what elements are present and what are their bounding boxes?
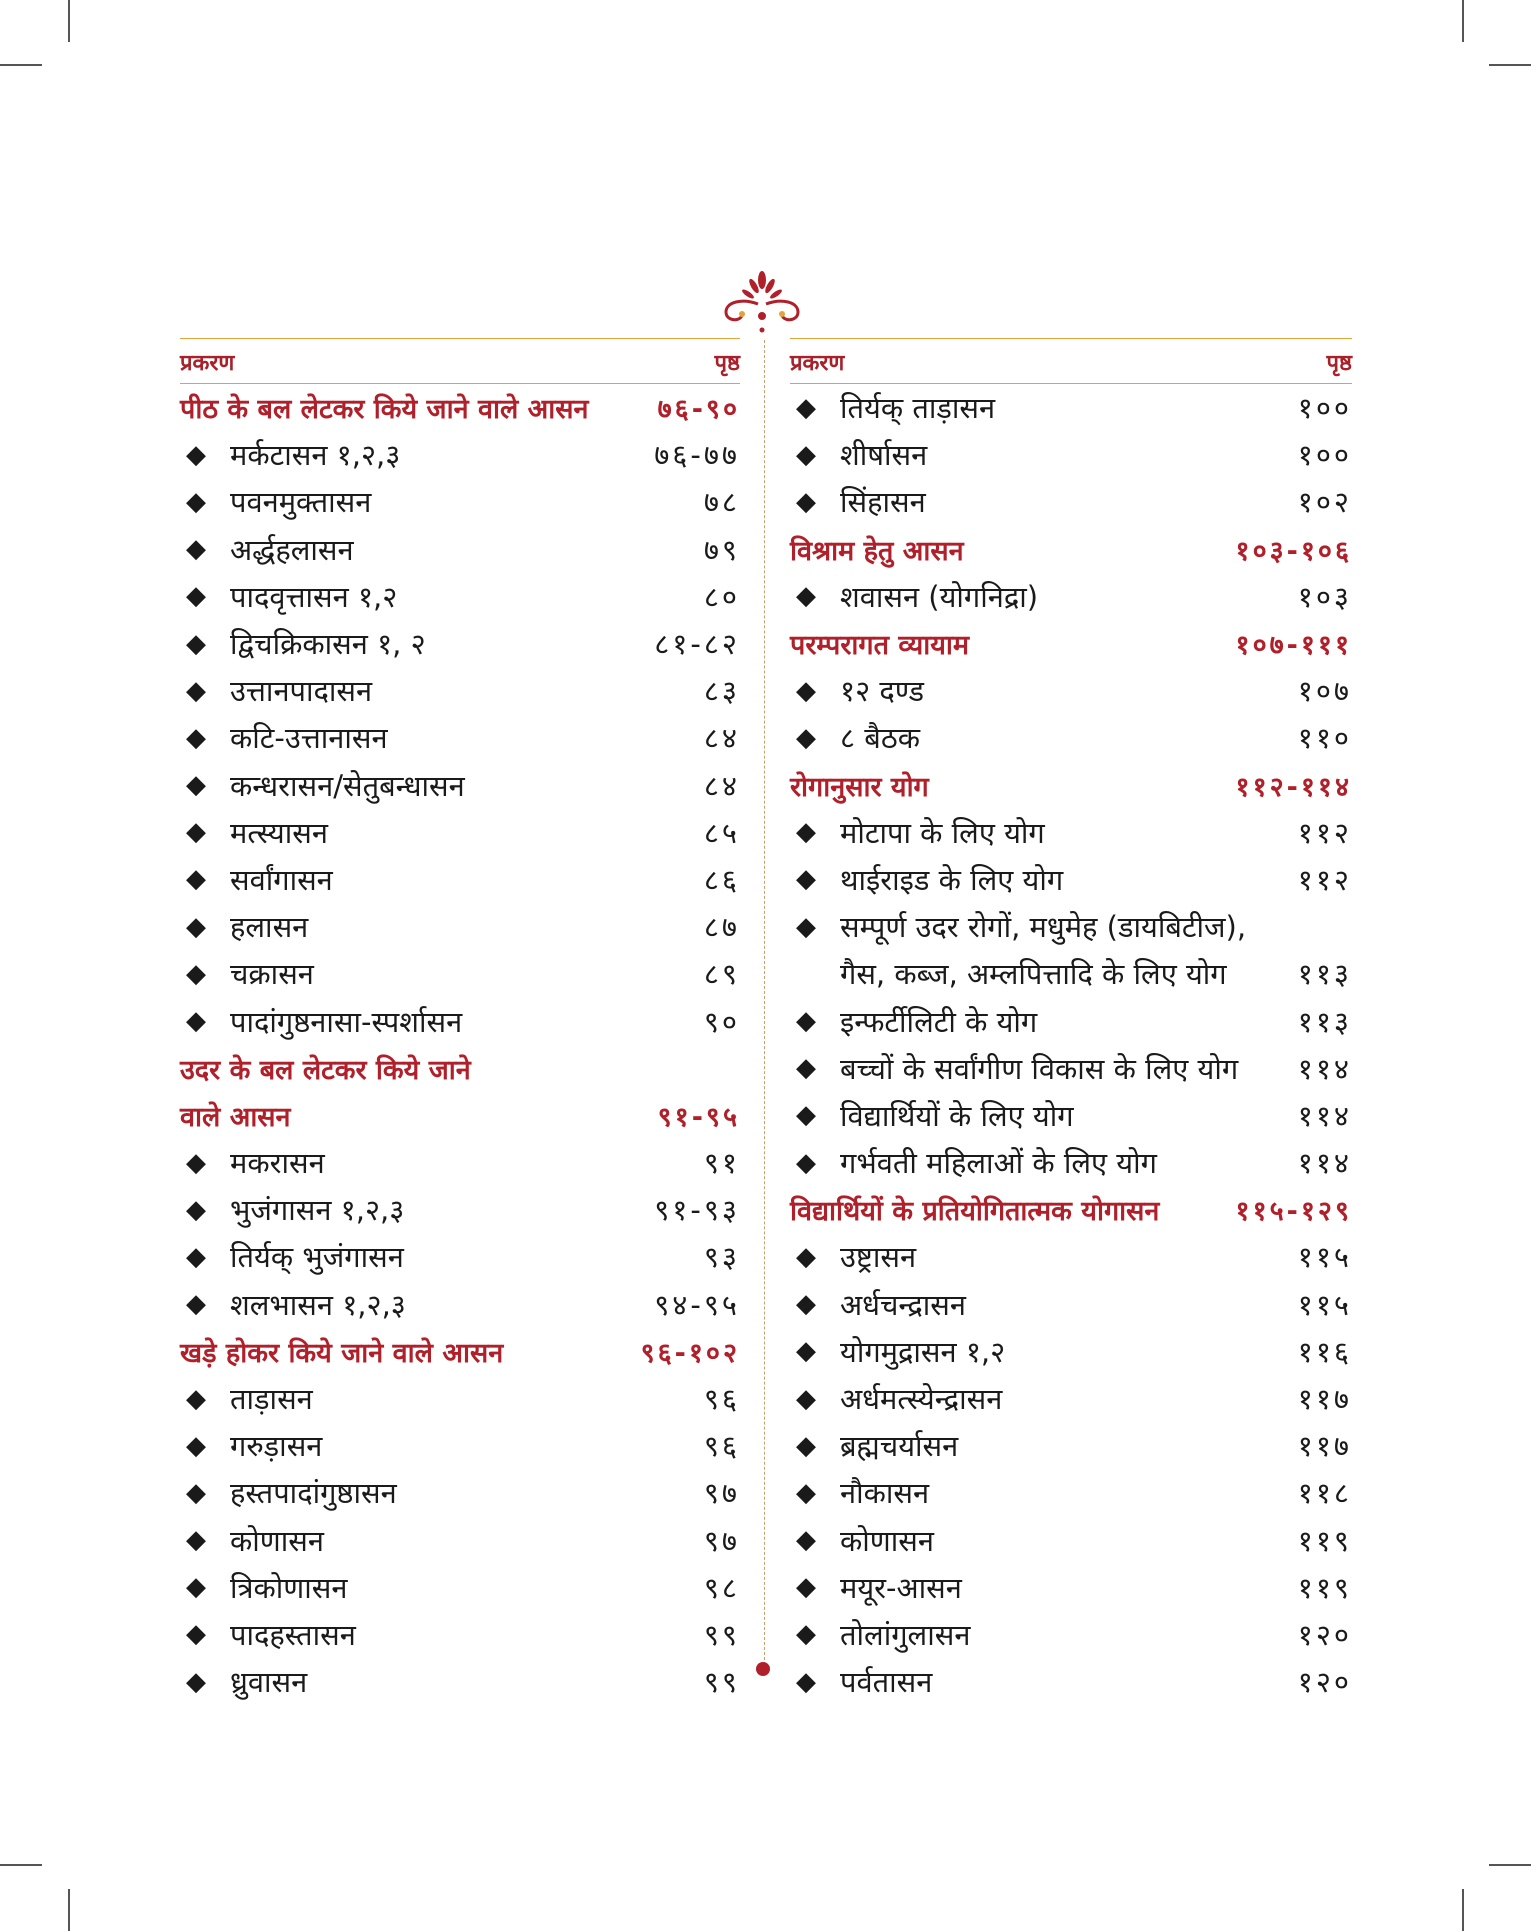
toc-entry-title: उत्तानपादासन bbox=[230, 674, 373, 709]
diamond-bullet-icon: ◆ bbox=[796, 1383, 816, 1414]
toc-entry-title: विद्यार्थियों के लिए योग bbox=[840, 1098, 1074, 1133]
diamond-bullet-icon: ◆ bbox=[186, 911, 206, 942]
toc-entry-page: १०२ bbox=[1297, 485, 1352, 520]
toc-section-heading bbox=[180, 1045, 740, 1092]
toc-entry bbox=[180, 620, 740, 667]
crop-mark bbox=[68, 0, 70, 42]
toc-entry bbox=[180, 1469, 740, 1516]
toc-entry-title: चक्रासन bbox=[230, 957, 314, 992]
toc-entry bbox=[180, 903, 740, 950]
toc-entry-page: ८१-८२ bbox=[654, 627, 740, 662]
crop-mark bbox=[1489, 64, 1531, 66]
toc-section-heading bbox=[180, 384, 740, 431]
toc-entry-title: सिंहासन bbox=[840, 485, 926, 520]
toc-entry-page: ११२-११४ bbox=[1235, 771, 1352, 803]
toc-entry-title: नौकासन bbox=[840, 1476, 930, 1511]
toc-entry-title: योगमुद्रासन १,२ bbox=[840, 1334, 1006, 1369]
toc-entry-page: ९७ bbox=[703, 1476, 740, 1511]
toc-entry-title: १२ दण्ड bbox=[840, 674, 925, 709]
toc-entry-title: हलासन bbox=[230, 910, 309, 945]
toc-entry-title: ताड़ासन bbox=[230, 1382, 313, 1417]
toc-entry-title: मर्कटासन १,२,३ bbox=[230, 438, 401, 473]
toc-entry-page: ११२ bbox=[1297, 815, 1352, 850]
crop-mark bbox=[1489, 1864, 1531, 1866]
toc-right-column bbox=[790, 338, 1352, 1705]
toc-entry-page: ९० bbox=[703, 1004, 740, 1039]
toc-entry-title: पादवृत्तासन १,२ bbox=[230, 579, 398, 614]
toc-entry-title: कटि-उत्तानासन bbox=[230, 721, 388, 756]
diamond-bullet-icon: ◆ bbox=[796, 1666, 816, 1697]
toc-entry-title: शलभासन १,२,३ bbox=[230, 1287, 406, 1322]
toc-entry-title: पीठ के बल लेटकर किये जाने वाले आसन bbox=[180, 394, 589, 426]
toc-entry-title: सर्वांगासन bbox=[230, 862, 333, 897]
toc-entry bbox=[790, 950, 1352, 997]
toc-entry-page: ८५ bbox=[703, 815, 740, 850]
toc-entry-title: गैस, कब्ज, अम्लपित्तादि के लिए योग bbox=[840, 957, 1227, 992]
toc-entry bbox=[790, 1517, 1352, 1564]
toc-entry bbox=[790, 1328, 1352, 1375]
toc-entry bbox=[790, 1375, 1352, 1422]
diamond-bullet-icon: ◆ bbox=[186, 628, 206, 659]
toc-entry bbox=[790, 667, 1352, 714]
diamond-bullet-icon: ◆ bbox=[796, 1572, 816, 1603]
toc-entry-title: कोणासन bbox=[840, 1523, 934, 1558]
diamond-bullet-icon: ◆ bbox=[186, 1383, 206, 1414]
diamond-bullet-icon: ◆ bbox=[186, 439, 206, 470]
toc-section-heading bbox=[790, 762, 1352, 809]
toc-entry-page: ९१-९३ bbox=[654, 1193, 740, 1228]
toc-entry bbox=[790, 903, 1352, 950]
toc-entry-page: १०० bbox=[1297, 391, 1352, 426]
toc-entry bbox=[790, 856, 1352, 903]
crop-mark bbox=[1462, 0, 1464, 42]
diamond-bullet-icon: ◆ bbox=[796, 722, 816, 753]
diamond-bullet-icon: ◆ bbox=[186, 770, 206, 801]
diamond-bullet-icon: ◆ bbox=[796, 486, 816, 517]
toc-entry-title: गरुड़ासन bbox=[230, 1429, 323, 1464]
diamond-bullet-icon: ◆ bbox=[796, 1477, 816, 1508]
toc-entry-title: ८ बैठक bbox=[840, 721, 920, 756]
diamond-bullet-icon: ◆ bbox=[796, 1525, 816, 1556]
toc-entry bbox=[790, 1281, 1352, 1328]
diamond-bullet-icon: ◆ bbox=[796, 1147, 816, 1178]
diamond-bullet-icon: ◆ bbox=[796, 392, 816, 423]
toc-entry-page: ११५ bbox=[1297, 1287, 1352, 1322]
toc-entry-page: ११२ bbox=[1297, 862, 1352, 897]
toc-entry-title: त्रिकोणासन bbox=[230, 1570, 348, 1605]
diamond-bullet-icon: ◆ bbox=[186, 1430, 206, 1461]
divider-dot-icon bbox=[756, 1662, 770, 1676]
crop-mark bbox=[1462, 1889, 1464, 1931]
diamond-bullet-icon: ◆ bbox=[796, 1053, 816, 1084]
chapter-column-label: प्रकरण bbox=[180, 351, 235, 376]
toc-entry-page: १०७ bbox=[1297, 674, 1352, 709]
toc-entry bbox=[790, 714, 1352, 761]
toc-entry-page: ८७ bbox=[703, 910, 740, 945]
toc-entry-page: ९६-१०२ bbox=[640, 1337, 740, 1369]
toc-entry bbox=[790, 1139, 1352, 1186]
diamond-bullet-icon: ◆ bbox=[186, 864, 206, 895]
toc-entry-title: तिर्यक् ताड़ासन bbox=[840, 391, 996, 426]
toc-entry-title: विद्यार्थियों के प्रतियोगितात्मक योगासन bbox=[790, 1196, 1160, 1228]
toc-entry-page: ८० bbox=[703, 579, 740, 614]
toc-entry bbox=[790, 573, 1352, 620]
toc-entry-page: ९६ bbox=[703, 1429, 740, 1464]
toc-entry-page: ९६ bbox=[703, 1382, 740, 1417]
toc-entry-page: ११४ bbox=[1297, 1146, 1352, 1181]
crop-mark bbox=[0, 64, 42, 66]
toc-entry-title: शीर्षासन bbox=[840, 438, 928, 473]
toc-entry bbox=[790, 1092, 1352, 1139]
toc-entry-page: ११४ bbox=[1297, 1098, 1352, 1133]
toc-entry-title: कोणासन bbox=[230, 1523, 324, 1558]
toc-entry bbox=[180, 526, 740, 573]
toc-entry-title: अर्धमत्स्येन्द्रासन bbox=[840, 1382, 1003, 1417]
diamond-bullet-icon: ◆ bbox=[796, 911, 816, 942]
toc-entry-title: हस्तपादांगुष्ठासन bbox=[230, 1476, 397, 1511]
diamond-bullet-icon: ◆ bbox=[186, 958, 206, 989]
toc-entry-page: ९८ bbox=[703, 1570, 740, 1605]
toc-entry-page: ९१ bbox=[703, 1146, 740, 1181]
diamond-bullet-icon: ◆ bbox=[186, 722, 206, 753]
diamond-bullet-icon: ◆ bbox=[186, 1477, 206, 1508]
toc-entry-title: पादांगुष्ठनासा-स्पर्शासन bbox=[230, 1004, 463, 1039]
diamond-bullet-icon: ◆ bbox=[186, 486, 206, 517]
diamond-bullet-icon: ◆ bbox=[796, 864, 816, 895]
toc-entry-page: ८६ bbox=[703, 862, 740, 897]
diamond-bullet-icon: ◆ bbox=[796, 1430, 816, 1461]
toc-entry-page: ७६-९० bbox=[657, 394, 740, 426]
toc-entry-title: मयूर-आसन bbox=[840, 1570, 962, 1605]
diamond-bullet-icon: ◆ bbox=[186, 1289, 206, 1320]
diamond-bullet-icon: ◆ bbox=[186, 1241, 206, 1272]
toc-entry-title: उष्ट्रासन bbox=[840, 1240, 917, 1275]
page-column-label: पृष्ठ bbox=[1326, 351, 1352, 376]
toc-entry-title: खड़े होकर किये जाने वाले आसन bbox=[180, 1337, 504, 1369]
toc-entry-title: पवनमुक्तासन bbox=[230, 485, 372, 520]
toc-section-heading bbox=[180, 1092, 740, 1139]
toc-entry-title: रोगानुसार योग bbox=[790, 771, 929, 803]
chapter-column-label: प्रकरण bbox=[790, 351, 845, 376]
toc-header bbox=[790, 339, 1352, 384]
toc-left-list bbox=[180, 384, 740, 1705]
toc-entry-page: ११३ bbox=[1297, 957, 1352, 992]
diamond-bullet-icon: ◆ bbox=[186, 1666, 206, 1697]
floral-ornament-icon bbox=[712, 268, 812, 338]
diamond-bullet-icon: ◆ bbox=[796, 1241, 816, 1272]
toc-entry bbox=[180, 997, 740, 1044]
page-column-label: पृष्ठ bbox=[714, 351, 740, 376]
toc-entry-page: ९९ bbox=[703, 1617, 740, 1652]
toc-entry-page: ८४ bbox=[703, 768, 740, 803]
toc-entry-title: कन्धरासन/सेतुबन्धासन bbox=[230, 768, 465, 803]
toc-entry-page: ९७ bbox=[703, 1523, 740, 1558]
diamond-bullet-icon: ◆ bbox=[186, 1147, 206, 1178]
diamond-bullet-icon: ◆ bbox=[796, 1100, 816, 1131]
toc-entry-title: मोटापा के लिए योग bbox=[840, 815, 1045, 850]
toc-entry-page: ८९ bbox=[703, 957, 740, 992]
toc-entry-title: पर्वतासन bbox=[840, 1665, 933, 1700]
toc-right-list bbox=[790, 384, 1352, 1705]
toc-entry-page: ११९ bbox=[1297, 1570, 1352, 1605]
toc-entry-page: ११७ bbox=[1297, 1382, 1352, 1417]
toc-entry bbox=[180, 478, 740, 525]
toc-entry-page: ८३ bbox=[703, 674, 740, 709]
crop-mark bbox=[68, 1889, 70, 1931]
toc-entry bbox=[180, 856, 740, 903]
toc-entry bbox=[180, 573, 740, 620]
toc-entry bbox=[180, 1422, 740, 1469]
toc-entry-page: ११८ bbox=[1297, 1476, 1352, 1511]
toc-section-heading bbox=[790, 1186, 1352, 1233]
toc-entry-title: उदर के बल लेटकर किये जाने bbox=[180, 1054, 471, 1086]
toc-entry-page: ११३ bbox=[1297, 1004, 1352, 1039]
toc-entry bbox=[790, 1233, 1352, 1280]
diamond-bullet-icon: ◆ bbox=[186, 534, 206, 565]
diamond-bullet-icon: ◆ bbox=[796, 1336, 816, 1367]
toc-entry-title: अर्द्धहलासन bbox=[230, 532, 354, 567]
diamond-bullet-icon: ◆ bbox=[186, 581, 206, 612]
toc-header bbox=[180, 339, 740, 384]
diamond-bullet-icon: ◆ bbox=[796, 675, 816, 706]
toc-entry bbox=[180, 1233, 740, 1280]
crop-mark bbox=[0, 1864, 42, 1866]
toc-entry-page: ९१-९५ bbox=[657, 1101, 740, 1133]
toc-entry-title: थाईराइड के लिए योग bbox=[840, 862, 1064, 897]
column-divider bbox=[764, 340, 765, 1665]
toc-entry bbox=[790, 1658, 1352, 1705]
toc-entry-page: ७८ bbox=[703, 485, 740, 520]
toc-entry bbox=[790, 1422, 1352, 1469]
toc-entry-page: १२० bbox=[1297, 1617, 1352, 1652]
toc-entry-title: इन्फर्टीलिटी के योग bbox=[840, 1004, 1038, 1039]
toc-entry-title: पादहस्तासन bbox=[230, 1617, 356, 1652]
toc-entry bbox=[790, 809, 1352, 856]
diamond-bullet-icon: ◆ bbox=[186, 1572, 206, 1603]
toc-entry bbox=[180, 1139, 740, 1186]
toc-entry-page: ७६-७७ bbox=[654, 438, 740, 473]
toc-entry-page: ११४ bbox=[1297, 1051, 1352, 1086]
toc-entry bbox=[180, 1564, 740, 1611]
toc-entry-page: १०७-१११ bbox=[1235, 630, 1352, 662]
toc-entry-title: परम्परागत व्यायाम bbox=[790, 630, 970, 662]
toc-entry bbox=[180, 1517, 740, 1564]
toc-entry-title: अर्धचन्द्रासन bbox=[840, 1287, 966, 1322]
diamond-bullet-icon: ◆ bbox=[186, 1194, 206, 1225]
toc-entry-page: १०३ bbox=[1297, 579, 1352, 614]
diamond-bullet-icon: ◆ bbox=[796, 817, 816, 848]
toc-entry-title: सम्पूर्ण उदर रोगों, मधुमेह (डायबिटीज), bbox=[840, 910, 1247, 945]
toc-entry-title: विश्राम हेतु आसन bbox=[790, 535, 964, 567]
diamond-bullet-icon: ◆ bbox=[796, 1006, 816, 1037]
toc-section-heading bbox=[180, 1328, 740, 1375]
toc-entry-page: ९३ bbox=[703, 1240, 740, 1275]
toc-entry-page: १०० bbox=[1297, 438, 1352, 473]
toc-entry-page: ९९ bbox=[703, 1665, 740, 1700]
toc-entry-title: बच्चों के सर्वांगीण विकास के लिए योग bbox=[840, 1051, 1239, 1086]
toc-entry-title: वाले आसन bbox=[180, 1101, 291, 1133]
diamond-bullet-icon: ◆ bbox=[186, 1525, 206, 1556]
toc-entry-title: तोलांगुलासन bbox=[840, 1617, 971, 1652]
diamond-bullet-icon: ◆ bbox=[796, 1289, 816, 1320]
toc-entry bbox=[790, 431, 1352, 478]
toc-entry-title: ध्रुवासन bbox=[230, 1665, 308, 1700]
toc-entry bbox=[180, 667, 740, 714]
toc-entry-page: ७९ bbox=[703, 532, 740, 567]
toc-entry-page: १२० bbox=[1297, 1665, 1352, 1700]
toc-entry bbox=[180, 431, 740, 478]
diamond-bullet-icon: ◆ bbox=[186, 817, 206, 848]
toc-entry bbox=[180, 950, 740, 997]
toc-entry-title: द्विचक्रिकासन १, २ bbox=[230, 627, 426, 662]
toc-entry bbox=[180, 1186, 740, 1233]
toc-entry bbox=[180, 809, 740, 856]
toc-entry-page: ९४-९५ bbox=[654, 1287, 740, 1322]
toc-entry-title: मत्स्यासन bbox=[230, 815, 328, 850]
toc-left-column bbox=[180, 338, 740, 1705]
toc-entry bbox=[790, 478, 1352, 525]
toc-entry-title: भुजंगासन १,२,३ bbox=[230, 1193, 405, 1228]
toc-entry bbox=[790, 1564, 1352, 1611]
toc-entry bbox=[180, 1281, 740, 1328]
toc-entry-title: तिर्यक् भुजंगासन bbox=[230, 1240, 404, 1275]
toc-entry bbox=[790, 1611, 1352, 1658]
toc-entry-title: शवासन (योगनिद्रा) bbox=[840, 579, 1039, 614]
toc-entry bbox=[790, 1469, 1352, 1516]
toc-entry-title: मकरासन bbox=[230, 1146, 325, 1181]
diamond-bullet-icon: ◆ bbox=[796, 581, 816, 612]
diamond-bullet-icon: ◆ bbox=[186, 1619, 206, 1650]
toc-entry-page: ११७ bbox=[1297, 1429, 1352, 1464]
toc-entry-page: ११९ bbox=[1297, 1523, 1352, 1558]
toc-entry bbox=[180, 1375, 740, 1422]
toc-entry-page: ११० bbox=[1297, 721, 1352, 756]
toc-section-heading bbox=[790, 620, 1352, 667]
toc-entry bbox=[180, 1658, 740, 1705]
toc-entry-title: गर्भवती महिलाओं के लिए योग bbox=[840, 1146, 1157, 1181]
toc-entry-page: ८४ bbox=[703, 721, 740, 756]
diamond-bullet-icon: ◆ bbox=[796, 1619, 816, 1650]
toc-entry bbox=[180, 1611, 740, 1658]
toc-entry bbox=[790, 384, 1352, 431]
toc-entry bbox=[790, 1045, 1352, 1092]
toc-entry-page: ११५ bbox=[1297, 1240, 1352, 1275]
toc-entry-title: ब्रह्मचर्यासन bbox=[840, 1429, 959, 1464]
diamond-bullet-icon: ◆ bbox=[186, 1006, 206, 1037]
toc-entry bbox=[180, 714, 740, 761]
toc-entry-page: ११६ bbox=[1297, 1334, 1352, 1369]
diamond-bullet-icon: ◆ bbox=[796, 439, 816, 470]
toc-section-heading bbox=[790, 526, 1352, 573]
toc-entry-page: १०३-१०६ bbox=[1235, 535, 1352, 567]
toc-entry bbox=[180, 762, 740, 809]
toc-entry-page: ११५-१२९ bbox=[1235, 1196, 1352, 1228]
diamond-bullet-icon: ◆ bbox=[186, 675, 206, 706]
toc-entry bbox=[790, 997, 1352, 1044]
